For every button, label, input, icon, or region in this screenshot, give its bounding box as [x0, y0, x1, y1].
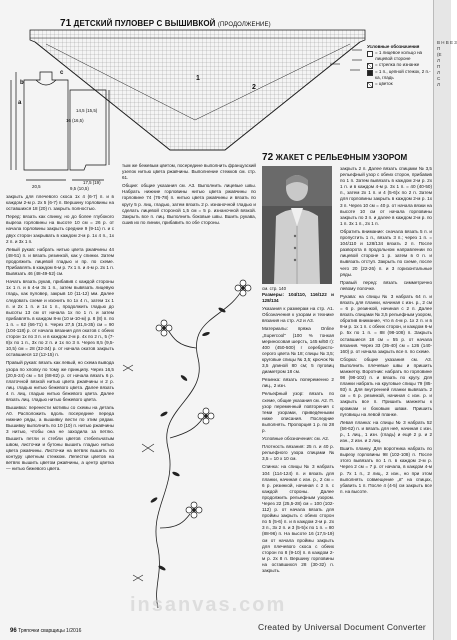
paragraph: Условные обозначения: см. А2.: [262, 436, 330, 442]
legend-item: = стрелка по изнанке: [367, 62, 433, 69]
paragraph: Левая планка: на спицы № 3 набрать 52 (56-62) п. и вязать для неё, начиная с изн. р., 1 лиц., 1 изн. (гладь) и ещё 2 р. и 2 изн., 2 изн. и 2 лиц.: [340, 419, 432, 444]
dimension-label: 9,5 (10,5): [70, 186, 89, 191]
dimension-label: 14,5 (15,5): [76, 108, 98, 113]
text-column-3: [340, 166, 432, 497]
paragraph: закрыть для плечевого скоса 1x 4 (6-7) п. и в каждом 2-м р. 2x 5 (6-7) п. Вершину горловины на оставшихся 18 (20) п. закрыть полностью.: [6, 194, 114, 212]
section-71-heading: ДЕТСКИЙ ПУЛОВЕР С ВЫШИВКОЙ: [73, 19, 216, 28]
empty-square-icon: [367, 51, 373, 57]
section-71-continued: (ПРОДОЛЖЕНИЕ): [217, 22, 271, 28]
chart-mark-1: 1: [196, 75, 200, 82]
photo-caption: см. стр. 140: [262, 286, 287, 291]
paragraph: Резинка: вязать попеременно 2 лиц., 2 изн.: [262, 377, 334, 389]
paragraph: Перед: вязать как спинку, но до более глубокого выреза горловины на высоте 10 см = 26 р. от начала горловины закрыть средние 9 (9-11) п. и с двух сторон закрывать в каждом 2-м р. 1x 4 п., 1x 2 п. и 3x 1 п.: [6, 214, 114, 244]
adjacent-page-edge: [433, 0, 457, 640]
section-71-title: [60, 18, 271, 29]
child-in-jacket-image: [262, 166, 332, 284]
paragraph: Левый рукав: набрать нитью цвета ржавчины 44 (48-51) п. и вязать резинкой, как у спинки. Затем продолжить лицевой гладью и пр. по схеме. Прибавлять в каждом 6-м р. 7x 1 п. и 4-м р. 2x 1 п. Вывязать 46 (48-49-52) см.: [6, 246, 114, 277]
chart-mark-c: c: [60, 70, 64, 76]
legend-title: Условные обозначения: [367, 44, 420, 49]
dimension-label: 16 (16,5): [66, 118, 84, 123]
paragraph: Спинка: на спицы № 3 набрать 104 (114-124) п. и вязать для планки, начиная с изн. р., 2 см = 6 р. резинкой, начиная с 2 п. с каждой стороны. Далее продолжить рельефным узором. Через 22 (25,5-28) см = 100 (102-112) р. от начала вязать для проймы закрыть с обеих сторон по 5 (5-6) п. и в каждом 2-м р. 2x 3 п., 3x 2 п. и 3 (5-5)x по 1 п. = 80 (88-96) п. На высоте 16 (17,5-19) см от начала проймы закрыть для плечевого скоса с обеих сторон по 8 (9-10) п. в каждом 2-м р. 2x 8 п. Вершину горловины на оставшихся 28 (30-32) п. закрыть.: [262, 464, 334, 574]
legend: [367, 44, 433, 88]
background-watermark: insanvas.com: [130, 594, 287, 616]
legend-item: = 1 п., цепной стежок, 2 п.-ка, гладь: [367, 69, 433, 81]
garment-schematic: [6, 70, 116, 190]
text-column-1: [6, 194, 114, 474]
paragraph: Рукава: на спицы № 3 набрать 64 п. и вязать для планки, начиная с изн. р., 2 см = 6 р. резинкой, начиная с 2 п. Далее вязать спицами № 3,5 рельефным узором, обратив внимание, что в 4-м р. 1x 2 п. и в 8-м р. 1x 1 п. с обеих сторон, и каждом 6-м р. 5x по 1 п. = 88 (98-108) п. Закрыть оставшиеся 18 см = 55 р. от начала вязания. Через 33 (35-40) см = 126 (140-160) р. от начала закрыть все п. по схеме.: [340, 293, 432, 354]
embroidery-pattern: [118, 278, 260, 610]
text-column-2-lower: [262, 292, 334, 576]
paragraph: Сборка: общие указания см. А3. Выполнить плечевые швы и пришить манжетку. Воротник: набрать по горловине 98 (98-102) п. и вязать по кругу. Для планки набрать на круговые спицы 79 (85-93) п. Для внутренней планки вывязать 2 см = 6 р. резинкой, начиная с изн. р. и закрыть все п. Пришить манжеты к кромкам и боковым швам. Пришить пуговицы на левой планке.: [340, 356, 432, 417]
paragraph: Рельефный узор: вязать по схеме, общие указания см. А2. П. узор переменный повторения с теми узорами, приведёнными ниже описания. Последние выполнять. Пропорция 1 р. по 28 р.: [262, 391, 334, 433]
filled-square-icon: [367, 70, 373, 76]
paragraph: Материалы: пряжа Online „Supercool" (100 % тонкая мериносовая шерсть, 145 м/50 г): 400 (450-500) г серебристо-серого цвета № 18; спицы № 3,5; круговые спицы № 3,5; крючок № 3,5 длиной 80 см; 5 пуговиц диаметром 18 см.: [262, 326, 334, 375]
model-photo: [262, 166, 332, 284]
paragraph: Правый перед: вязать симметрично левому полочке.: [340, 279, 432, 291]
page-footer: [10, 628, 81, 634]
paragraph: Плотность вязания: 25 п. и 40 р. рельефного узора спицами № 3,5 = 10 х 10 см.: [262, 444, 334, 462]
converter-watermark: Created by Universal Document Converter: [258, 622, 426, 632]
chart-mark-b: b: [20, 80, 24, 86]
cross-square-icon: [367, 63, 373, 69]
page-number: 96: [10, 628, 17, 634]
adjacent-page-text: В Н В Е 3 П (Е Л П Л С Л: [437, 40, 457, 87]
section-72-title: [262, 152, 407, 163]
magazine-name: Тряпочки сварщицы 1/2016: [18, 628, 82, 634]
legend-item: = 1 лицевое кольцо на лицевой стороне: [367, 50, 433, 62]
sizes: Размеры: 104/110, 116/122 и 128/134: [262, 292, 334, 304]
paragraph: Обратить внимание: сначала вязать 5 п. и пропустить 1 п., вязать 3 п.; через 1 п. = 104/110 и 128/134 вязать 2 п. После разворота в продольном направлении по лицевой стороне 1 р. затем в 0 п. и вывязать отступ. Закрыть по схеме, после чего 20 (22-26) п. и 3 горизонтальные ряды.: [340, 228, 432, 277]
section-72-heading: ЖАКЕТ С РЕЛЬЕФНЫМ УЗОРОМ: [275, 153, 408, 162]
paragraph: закрыть 2 п. Далее вязать спицами № 3,5 рельефный узор с обеих сторон, прибавив по 1 п. Затем вывязать в каждом 2-м р. 2x 1 п. и в каждом 4-м р. 3x 1 п. = 40 (40-50) п., затем 2x 1 п. и 4 (5-6)x по 2 п. Затем для горловины закрыть в каждом 2-м р. 1x 3 п. Через 10 см = 40 р. от начала вязки на высоте 10 см от начала горловины закрыть по 3 п. и далее в каждом 2-м р. по 1 п. 3x 1 п., 2x 1 п.: [340, 166, 432, 226]
flower-icon: [367, 82, 373, 88]
paragraph: Общие: общие указания см. А3. Выполнить лицевые швы. Набрать нижние горловины нитью цвета ржавчины по горловине 74 (76-78) п. нитью цвета ржавчины и вязать по кругу 5 р. лиц. гладью, затем вязать 2 р. изнаночной гладью и сделать лицевой стороной 1,5 см = 5 р. изнаночной вязкой. Закрыть все п. лиц. Выполнить боковые швы. Вшить рукава, сшив их по линии, прибавить по обе стороны.: [122, 183, 256, 225]
paragraph: Вышивка: перенести мотивы со схемы на деталь А0. Расположить вдоль посередине переда нижние ряды, а вышивку вести по этим рядам. Вышивку выполнить по 10 (10) п. нитью ржавчины 3 нитью, чтобы она не заходила за петлю. Вышить петли и стебли цветов стебельчатым швом, листочки и бутоны вышить гладью нитью цвета ржавчины. Листочки на ветвях вышить по контуру цветным стежком. Лепестки цветов на ветвях вышить цветом ржавчины, а центр цветка — нитью бежевого цвета.: [6, 405, 114, 472]
section-71-number: 71: [60, 18, 72, 29]
chart-mark-a: a: [18, 100, 22, 106]
section-72-number: 72: [262, 152, 274, 163]
legend-item: = цветок: [367, 81, 433, 88]
text-column-2-top: [122, 163, 256, 228]
paragraph: Начать вязать рукав, прибавив с каждой стороны 1x 1 п. и в 4-м 3x 1 п., затем вывязать лицевую гладь, как пуловер, закрыв 10 (11-12) мм. Далее следовать схеме и изонить по 1x 4 п., затем 1x 1 п. и 2x 1 п. и 1x 1 п., продолжить гладью до высоты 13 см от начала 1x по 1 п. и затем прибавлять в каждом 8-м (10 м-10-м) р. 8 (8) п. по 1 п. = 62 (66-71) п. Через 27,5 (31,5-35) см = 90 (104-118) р. от начала вязания для окатов с обеих сторон 1x по 3 п. и в каждом 2-м р. 4x по 2 п., 5 (7-8)x по 1 п., 3x по 2 п. и 1x по 3 п. Через 8,5 (9,5-10,5) см = 28 (32-34) р. от начала окатов закрыть оставшиеся 12 (12-15) п.: [6, 279, 114, 358]
paragraph: Правый рукав: вязать как левый, но схема вывода узора по хлопку по тому же принципу. Через 16,5 (20,5-24) см = 54 (68-82) р. от начала вязать 6 р. платочной вязкой нитью цвета ржавчины и 2 р. лиц. гладью нитью бежевого цвета. Далее вязать 4 п. лиц. гладью нитью бежевого цвета. Далее вязать лиц. гладью нитью бежевого цвета.: [6, 360, 114, 402]
dimension-label: 17,5 (19): [83, 180, 101, 185]
paragraph: Вшить планку. Для воротника набрать по вырезу горловины 98 (102-108) п. После этого вывязать по 1 п. в каждом 2-м р. Через 2 см = 7 р. от начала, в каждом 4-м р. 7x 1 п., 2 лиц., 2 изн., но при этом выполнять совмещение „в" на спицах, убавить 1 п. После 4 (4-5) см закрыть все п. на высоте.: [340, 446, 432, 494]
paragraph: тым же бежевым цветом, посередине выполнить французский узелок нитью цвета ржавчины. Выполнение стежков см. стр. 61.: [122, 163, 256, 181]
dimension-label: 20,5: [32, 184, 41, 189]
paragraph: Указания к размерам на стр. А1. Обозначения к узорам и технике вязания на стр. А2 и А3.: [262, 306, 334, 324]
chart-mark-2: 2: [252, 84, 256, 91]
